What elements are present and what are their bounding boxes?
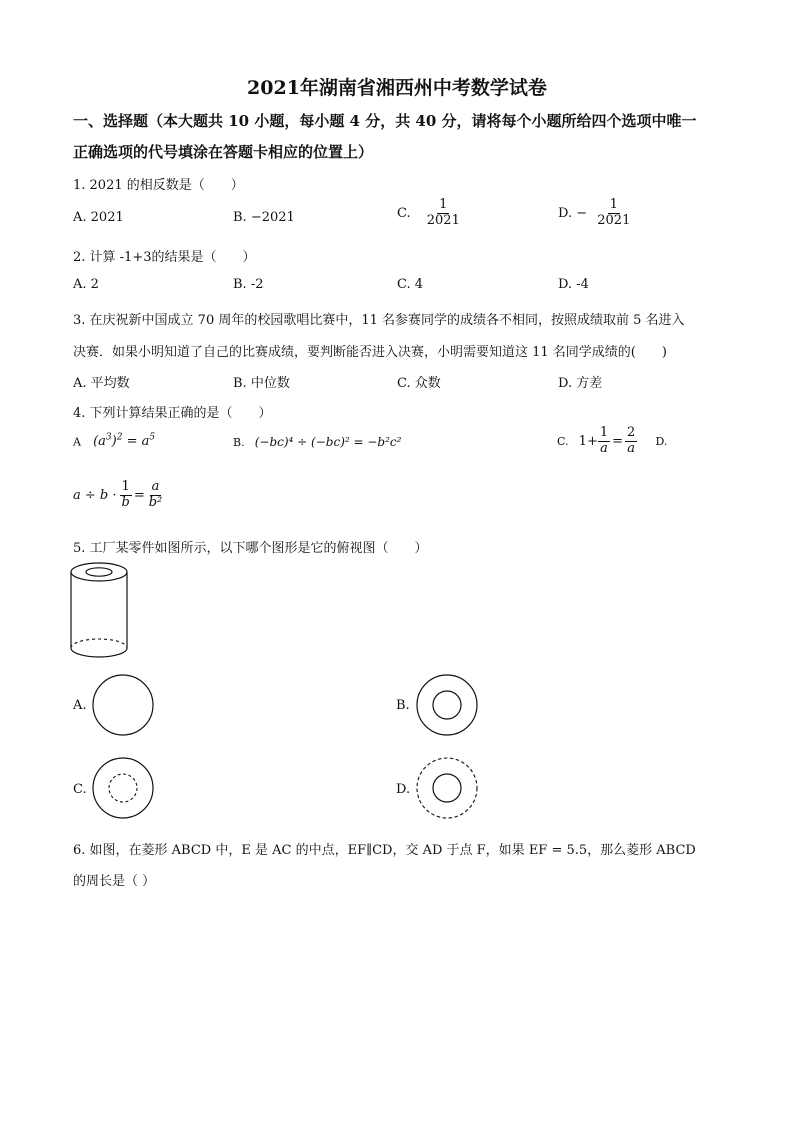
q1-option-c [397, 198, 462, 229]
q2-option-c: C. 4 [397, 277, 424, 292]
q4-option-d-expr: a ÷ b · $\frac{1}{b}$ = $\frac{a}{\text{b²}}$ [73, 479, 163, 510]
section-heading-line1: 一、选择题（本大题共 10 小题，每小题 4 分，共 40 分，请将每个小题所给四个选项中唯一 [73, 112, 697, 130]
q4-c-fraction-1: $\frac{1}{a}$ [599, 425, 609, 456]
q2-option-d: D. -4 [558, 277, 589, 292]
q5-option-d-label: D. [396, 782, 411, 797]
q5-option-b-rings [416, 674, 480, 738]
q5-option-a-label: A. [73, 698, 87, 713]
q1-c-numerator: 1 [439, 197, 448, 212]
q5-option-c-label: C. [73, 782, 87, 797]
q3-option-d: D. 方差 [558, 376, 603, 391]
q5-option-b-label: B. [396, 698, 410, 713]
q1-c-denominator: 2021 [426, 212, 460, 228]
q6-stem-line2: 的周长是（ ） [73, 874, 156, 889]
q3-option-c: C. 众数 [397, 376, 441, 391]
q2-option-b: B. -2 [233, 277, 264, 292]
q1-option-c-label: C. [397, 205, 411, 221]
q4-option-b-expr: (−bc)⁴ ÷ (−bc)² = −b²c² [254, 435, 402, 449]
q4-d-fraction-1: $\frac{1}{b}$ [121, 479, 130, 510]
q4-option-d-label: D. [655, 434, 668, 448]
q4-option-a-label: A [73, 435, 81, 449]
q4-option-c-label: C. [557, 434, 569, 448]
q5-stem: 5. 工厂某零件如图所示，以下哪个图形是它的俯视图（ ） [73, 541, 428, 556]
q4-c-fraction-2: $\frac{2}{a}$ [627, 425, 636, 456]
q2-stem: 2. 计算 -1+3的结果是（ ） [73, 250, 256, 265]
q4-option-b [233, 435, 401, 450]
q1-option-d-label: D. − [558, 205, 588, 221]
q4-option-c: C. 1+ $\frac{1}{a}$ = $\frac{2}{a}$ D. [557, 425, 668, 456]
hollow-cylinder-figure [68, 560, 132, 664]
q1-d-numerator: 1 [609, 197, 618, 212]
q5-option-c-rings [92, 757, 156, 821]
q3-option-b: B. 中位数 [233, 376, 290, 391]
q4-option-a [73, 433, 155, 449]
q3-stem-line1: 3. 在庆祝新中国成立 70 周年的校园歌唱比赛中，11 名参赛同学的成绩各不相同，按照成绩取前 5 名进入 [73, 313, 685, 328]
section-heading-line2: 正确选项的代号填涂在答题卡相应的位置上） [73, 143, 374, 161]
q5-option-a-circle [92, 674, 156, 738]
q3-option-a: A. 平均数 [73, 376, 130, 391]
q4-stem: 4. 下列计算结果正确的是（ ） [73, 406, 272, 421]
q4-d-fraction-2: $\frac{a}{\text{b²}}$ [148, 479, 163, 510]
q1-stem: 1. 2021 的相反数是（ ） [73, 178, 244, 193]
q1-option-a: A. 2021 [73, 210, 124, 225]
q1-option-d-fraction [595, 198, 632, 229]
q3-stem-line2: 决赛．如果小明知道了自己的比赛成绩，要判断能否进入决赛，小明需要知道这 11 名同学成绩的( ) [73, 345, 667, 360]
q1-option-d [558, 198, 632, 229]
q6-stem-line1: 6. 如图，在菱形 ABCD 中，E 是 AC 的中点，EF∥CD，交 AD 于点 F，如果 EF = 5.5，那么菱形 ABCD [73, 843, 696, 858]
q4-option-a-expr: $(a^3)^2 = a^5$ [93, 433, 156, 450]
q1-option-b: B. −2021 [233, 210, 295, 225]
q1-d-denominator: 2021 [597, 212, 631, 228]
q4-option-b-label: B. [233, 436, 245, 449]
q5-option-d-rings [416, 757, 480, 821]
q1-option-c-fraction [425, 198, 462, 229]
q2-option-a: A. 2 [73, 277, 99, 292]
page-title: 2021年湖南省湘西州中考数学试卷 [247, 77, 547, 99]
